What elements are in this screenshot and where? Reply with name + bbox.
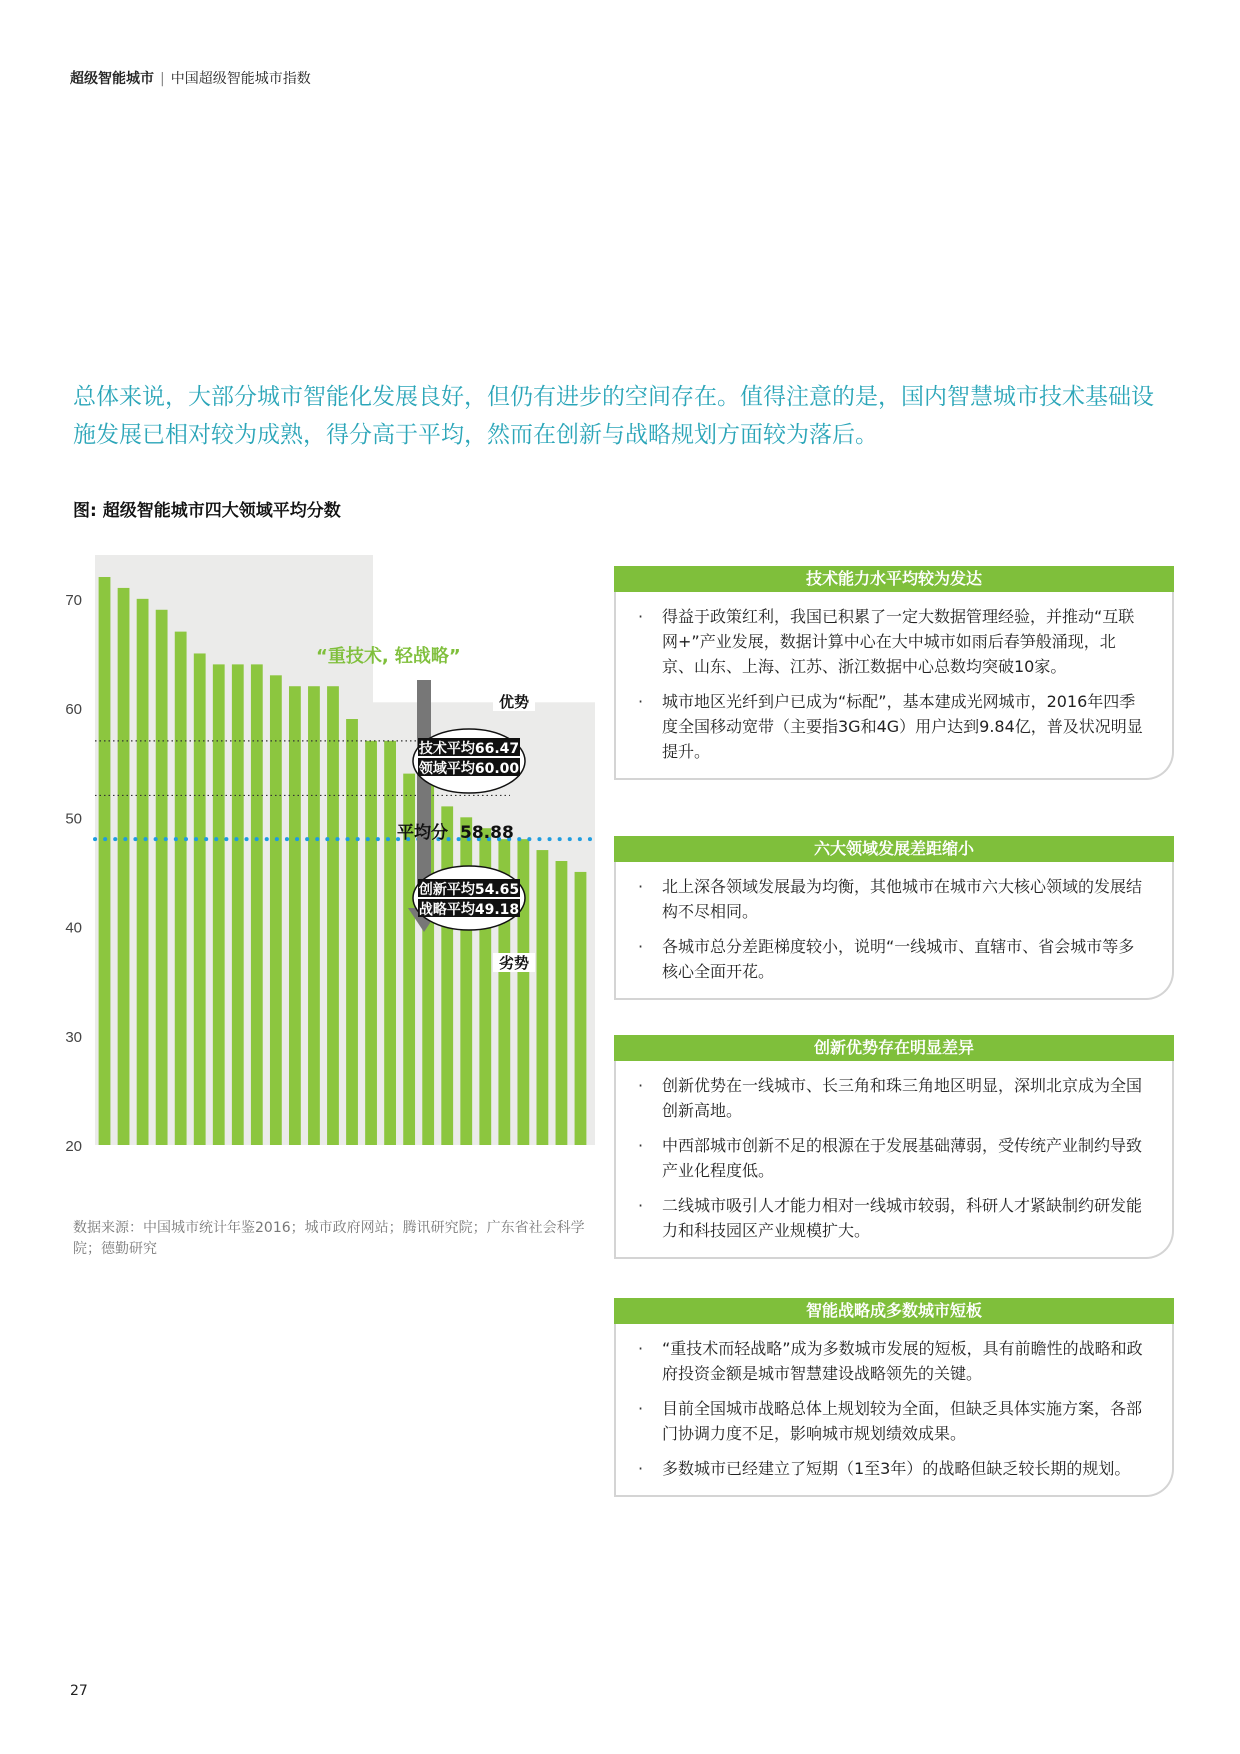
bullet-text: “重技术而轻战略”成为多数城市发展的短板，具有前瞻性的战略和政府投资金额是城市智慧建设战略领先的关键。 — [662, 1339, 1143, 1383]
panel-title: 六大领域发展差距缩小 — [614, 836, 1174, 862]
bar — [327, 686, 339, 1145]
figure-title: 图: 超级智能城市四大领域平均分数 — [73, 501, 341, 521]
bar — [99, 577, 111, 1145]
bar — [194, 653, 206, 1145]
header-title: 超级智能城市 — [70, 71, 154, 87]
panel-body — [614, 1324, 1174, 1497]
bar — [118, 588, 130, 1145]
bullet-item — [634, 1336, 1146, 1386]
bar — [575, 872, 587, 1145]
bullet-text: 中西部城市创新不足的根源在于发展基础薄弱，受传统产业制约导致产业化程度低。 — [662, 1136, 1143, 1180]
bar — [232, 664, 244, 1145]
bar — [441, 806, 453, 1145]
running-header — [70, 68, 311, 88]
bar — [537, 850, 549, 1145]
bar — [213, 664, 225, 1145]
bullet-icon: · — [638, 877, 644, 896]
strength-label: 优势 — [498, 693, 530, 711]
bullet-text: 创新优势在一线城市、长三角和珠三角地区明显，深圳北京成为全国创新高地。 — [662, 1076, 1143, 1120]
finding-panel — [614, 836, 1174, 1000]
y-tick-label: 40 — [65, 919, 82, 937]
bullet-item — [634, 1396, 1146, 1446]
bullet-item — [634, 604, 1146, 679]
bullet-icon: · — [638, 692, 644, 711]
bullet-text: 各城市总分差距梯度较小，说明“一线城市、直辖市、省会城市等多核心全面开花。 — [662, 937, 1135, 981]
y-tick-label: 60 — [65, 701, 82, 719]
finding-panel — [614, 1298, 1174, 1497]
bullet-icon: · — [638, 1399, 644, 1418]
bullet-item — [634, 689, 1146, 764]
header-subtitle: 中国超级智能城市指数 — [170, 71, 311, 87]
header-separator: | — [160, 71, 165, 87]
bullet-text: 北上深各领域发展最为均衡，其他城市在城市六大核心领域的发展结构不尽相同。 — [662, 877, 1143, 921]
y-tick-label: 50 — [65, 810, 82, 828]
y-tick-label: 30 — [65, 1028, 82, 1046]
intro-paragraph: 总体来说，大部分城市智能化发展良好，但仍有进步的空间存在。值得注意的是，国内智慧城市技术基础设施发展已相对较为成熟，得分高于平均，然而在创新与战略规划方面较为落后。 — [73, 384, 1154, 448]
bullet-item — [634, 874, 1146, 924]
bullet-icon: · — [638, 1196, 644, 1215]
bar — [346, 719, 358, 1145]
strength-line: 技术平均66.47 — [418, 741, 520, 757]
source-note: 数据来源：中国城市统计年鉴2016；城市政府网站；腾讯研究院；广东省社会科学院；德勤研究 — [73, 1220, 585, 1257]
bar-chart — [60, 555, 610, 1190]
bullet-item — [634, 1133, 1146, 1183]
bar — [156, 610, 168, 1145]
bullet-icon: · — [638, 1076, 644, 1095]
y-tick-label: 20 — [65, 1138, 82, 1155]
bullet-item — [634, 1456, 1146, 1481]
finding-panel — [614, 1035, 1174, 1259]
bullet-item — [634, 934, 1146, 984]
bar — [308, 686, 320, 1145]
bullet-icon: · — [638, 1459, 644, 1478]
bullet-icon: · — [638, 1136, 644, 1155]
bar — [251, 664, 263, 1145]
bullet-icon: · — [638, 1339, 644, 1358]
finding-panel — [614, 566, 1174, 780]
panel-body — [614, 862, 1174, 1000]
bar — [175, 632, 187, 1145]
bullet-icon: · — [638, 607, 644, 626]
panel-body — [614, 1061, 1174, 1259]
weakness-line: 战略平均49.18 — [418, 902, 520, 918]
bullet-icon: · — [638, 937, 644, 956]
average-value: 58.88 — [460, 823, 514, 843]
annotation-title: “重技术, 轻战略” — [316, 646, 461, 667]
strength-line: 领域平均60.00 — [418, 761, 520, 777]
page-number: 27 — [70, 1683, 88, 1699]
bar — [270, 675, 282, 1145]
bullet-text: 二线城市吸引人才能力相对一线城市较弱，科研人才紧缺制约研发能力和科技园区产业规模扩大。 — [662, 1196, 1143, 1240]
panel-title: 智能战略成多数城市短板 — [614, 1298, 1174, 1324]
bar — [137, 599, 149, 1145]
panel-body — [614, 592, 1174, 780]
weakness-line: 创新平均54.65 — [418, 882, 520, 898]
bullet-text: 得益于政策红利，我国已积累了一定大数据管理经验，并推动“互联网+”产业发展，数据计算中心在大中城市如雨后春笋般涌现，北京、山东、上海、江苏、浙江数据中心总数均突破10家。 — [662, 607, 1135, 676]
bar — [384, 741, 396, 1145]
average-label: 平均分 — [397, 823, 448, 843]
bullet-item — [634, 1193, 1146, 1243]
weakness-ellipse — [413, 866, 525, 930]
panel-title: 创新优势存在明显差异 — [614, 1035, 1174, 1061]
bullet-text: 多数城市已经建立了短期（1至3年）的战略但缺乏较长期的规划。 — [662, 1459, 1131, 1478]
arrow-shaft — [417, 680, 431, 908]
y-tick-label: 70 — [65, 591, 82, 609]
bullet-text: 目前全国城市战略总体上规划较为全面，但缺乏具体实施方案，各部门协调力度不足，影响城市规划绩效成果。 — [662, 1399, 1143, 1443]
bullet-item — [634, 1073, 1146, 1123]
bar — [289, 686, 301, 1145]
bullet-text: 城市地区光纤到户已成为“标配”，基本建成光网城市，2016年四季度全国移动宽带（主要指3G和4G）用户达到9.84亿，普及状况明显提升。 — [662, 692, 1143, 761]
panel-title: 技术能力水平均较为发达 — [614, 566, 1174, 592]
weakness-label: 劣势 — [498, 954, 530, 972]
bar — [365, 741, 377, 1145]
bar — [556, 861, 568, 1145]
